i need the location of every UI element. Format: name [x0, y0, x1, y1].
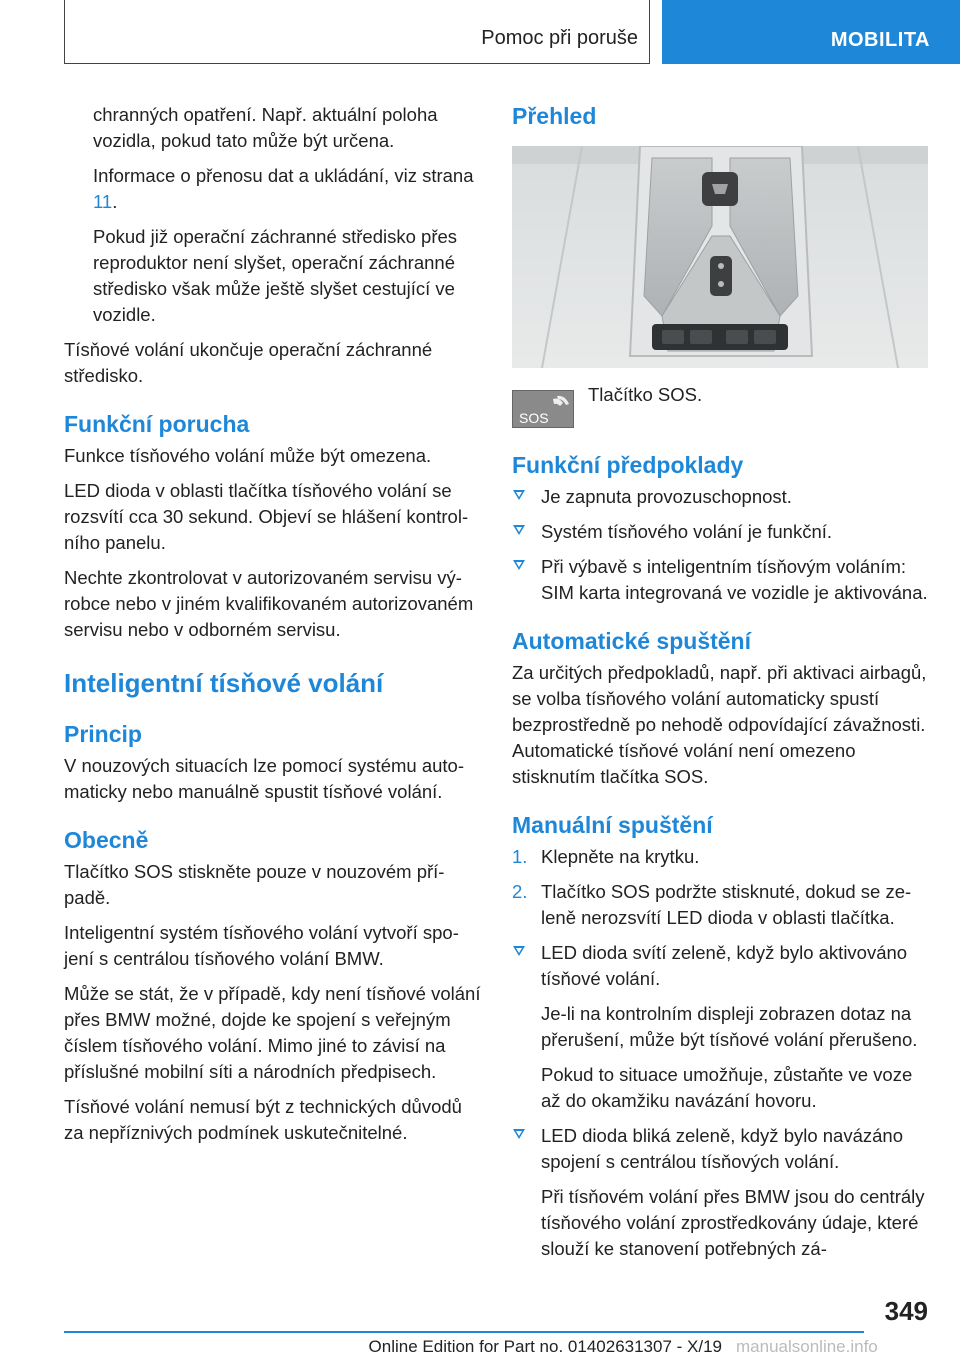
- sos-caption: Tlačítko SOS.: [588, 384, 703, 405]
- list-item: [512, 554, 928, 606]
- header-section-title: Pomoc při poruše: [481, 27, 638, 49]
- triangle-bullet-icon: [513, 946, 525, 956]
- right-column: [512, 102, 928, 1271]
- paragraph: LED dioda v oblasti tlačítka tísňového volání se rozsvítí cca 30 sekund. Objeví se hlášení kontrolního panelu.: [64, 480, 469, 553]
- left-column: [64, 102, 482, 1155]
- heading-inteligentni-tisnove-volani: Inteligentní tísňové volání: [64, 668, 384, 698]
- triangle-bullet-icon: [513, 1129, 525, 1139]
- page-link[interactable]: 11: [93, 191, 113, 212]
- footer-watermark: manualsonline.info: [736, 1337, 878, 1356]
- paragraph: chranných opatření. Např. aktuální poloha vozidla, pokud tato může být určena.: [93, 104, 438, 151]
- step-text: Tlačítko SOS podržte stisknuté, dokud se zeleně nerozsvítí LED dioda v oblasti tlačítka.: [541, 881, 912, 928]
- overhead-console-illustration: [512, 146, 928, 368]
- paragraph: Nechte zkontrolovat v autorizovaném servisu výrobce nebo v jiném kvalifikovaném autorizovaném servisu nebo v odborném servisu.: [64, 567, 474, 640]
- triangle-bullet-icon: [513, 490, 525, 500]
- step-text: Klepněte na krytku.: [541, 846, 700, 867]
- paragraph-data-ref: [64, 163, 482, 215]
- sos-icon-text: SOS: [519, 410, 549, 426]
- paragraph: Tísňové volání ukončuje operační záchranné středisko.: [64, 339, 433, 386]
- sos-legend-row: [512, 382, 928, 430]
- overhead-console-photo: [512, 146, 928, 368]
- list-item-text: Při výbavě s inteligentním tísňovým voláním: SIM karta integrovaná ve vozidle je aktivována.: [541, 556, 928, 603]
- triangle-bullet-icon: [513, 560, 525, 570]
- list-item-text: LED dioda svítí zeleně, když bylo aktivováno tísňové volání.: [541, 942, 908, 989]
- paragraph: V nouzových situacích lze pomocí systému automaticky nebo manuálně spustit tísňové volání.: [64, 755, 465, 802]
- paragraph: Je-li na kontrolním displeji zobrazen dotaz na přerušení, může být tísňové volání přerušeno.: [541, 1003, 918, 1050]
- list-item: [512, 940, 928, 992]
- paragraph: Může se stát, že v případě, kdy není tísňové volání přes BMW možné, dojde ke spojení s veřejným číslem tísňového volání. Mimo jiné to závisí na příslušné mobilní síti a národních předpisech.: [64, 983, 481, 1082]
- page-number: 349: [884, 1296, 928, 1326]
- heading-obecne: Obecně: [64, 827, 149, 853]
- heading-manualni-spusteni: Manuální spuštění: [512, 812, 713, 838]
- paragraph: Za určitých předpokladů, např. při aktivaci airbagů, se volba tísňového volání automaticky spustí bezprostředně po nehodě odpovídající závažnosti. Automatické tísňové volání není omezeno stisknutím tlačítka SOS.: [512, 662, 927, 787]
- paragraph: Tísňové volání nemusí být z technických důvodů za nepříznivých podmínek uskutečnitelné.: [64, 1096, 462, 1143]
- header-tab: [662, 0, 960, 64]
- list-item: [512, 519, 928, 545]
- step-item: [512, 879, 928, 931]
- heading-funkcni-predpoklady: Funkční předpoklady: [512, 452, 744, 478]
- heading-princip: Princip: [64, 721, 142, 747]
- footer-divider: [64, 1331, 864, 1333]
- step-number: 2.: [512, 881, 528, 902]
- paragraph: Pokud to situace umožňuje, zůstaňte ve voze až do okamžiku navázání hovoru.: [541, 1064, 913, 1111]
- list-item-text: Je zapnuta provozuschopnost.: [541, 486, 792, 507]
- paragraph: Při tísňovém volání přes BMW jsou do centrály tísňového volání zprostředkovány údaje, které slouží ke stanovení potřebných zá-: [541, 1186, 925, 1259]
- list-item: [512, 484, 928, 510]
- header-tab-label: MOBILITA: [830, 29, 930, 51]
- list-item-text: Systém tísňového volání je funkční.: [541, 521, 833, 542]
- period: .: [112, 191, 118, 212]
- paragraph: Inteligentní systém tísňového volání vytvoří spojení s centrálou tísňového volání BMW.: [64, 922, 459, 969]
- sos-icon-graphic: [513, 391, 573, 427]
- heading-funkcni-porucha: Funkční porucha: [64, 411, 250, 437]
- paragraph: Funkce tísňového volání může být omezena.: [64, 445, 432, 466]
- step-item: [512, 844, 928, 870]
- step-number: 1.: [512, 846, 528, 867]
- footer-edition: Online Edition for Part no. 01402631307 - X/19: [368, 1337, 722, 1356]
- triangle-bullet-icon: [513, 525, 525, 535]
- list-item: [512, 1123, 928, 1175]
- heading-automaticke-spusteni: Automatické spuštění: [512, 628, 751, 654]
- sos-button-icon: [512, 390, 574, 428]
- heading-prehled: Přehled: [512, 103, 597, 129]
- paragraph: Pokud již operační záchranné středisko přes reproduktor není slyšet, operační záchranné středisko však může ještě slyšet cestující ve vozidle.: [93, 226, 458, 325]
- list-item-text: LED dioda bliká zeleně, když bylo navázáno spojení s centrálou tísňových volání.: [541, 1125, 904, 1172]
- paragraph: Tlačítko SOS stiskněte pouze v nouzovém případě.: [64, 861, 445, 908]
- paragraph-text: Informace o přenosu dat a ukládání, viz strana: [93, 165, 474, 186]
